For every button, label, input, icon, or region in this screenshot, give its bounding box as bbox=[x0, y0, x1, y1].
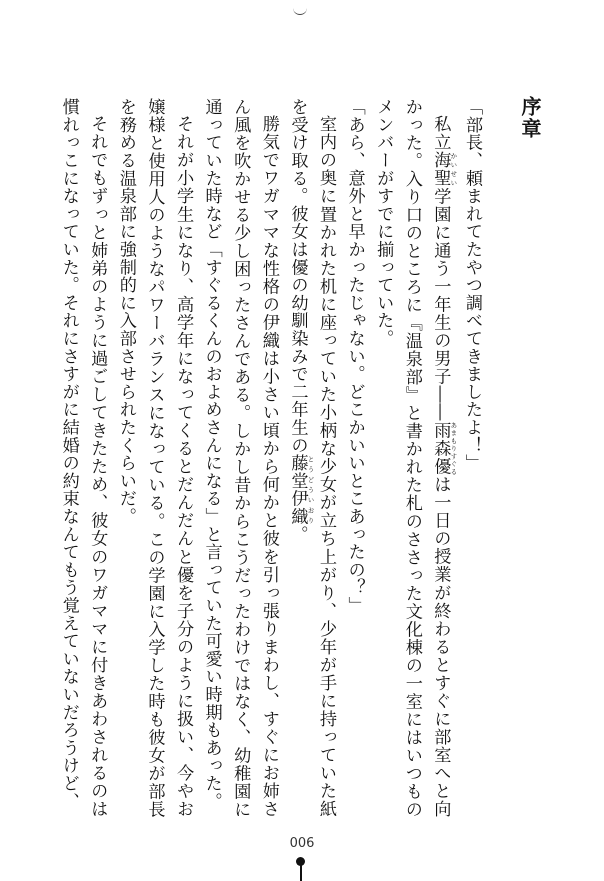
text-run: 。 bbox=[287, 525, 308, 544]
ruby-reading: あまもりすぐる bbox=[449, 421, 458, 476]
paragraph-dialogue-1: 「部長、頼まれてたやつ調べてきましたよ！」 bbox=[462, 98, 482, 472]
text-run: 室内の奥に置かれた机に座っていた小柄な少女が立ち上がり、少年が手に持っていた紙を受け取る。彼女は優の幼馴染みで二年生の bbox=[287, 98, 337, 818]
text-run: 私立 bbox=[430, 115, 451, 152]
paragraph-narration-3: 勝気でワガママな性格の伊織は小さい頃から何かと彼を引っ張りまわし、すぐにお姉さん風を吹かせる少し困ったさんである。しかし昔からこうだったわけではなく、幼稚園に通っていた時など「すぐるくんのおよめさんになる」と言っていた可愛い時期もあった。 bbox=[201, 98, 279, 818]
paragraph-narration-1 bbox=[369, 98, 458, 818]
ruby-base: 雨森優 bbox=[430, 421, 451, 476]
top-margin-mark bbox=[293, 8, 307, 15]
chapter-title: 序章 bbox=[518, 96, 542, 140]
vertical-body-text bbox=[26, 98, 486, 818]
text-run: 学園に通う一年生の男子―― bbox=[430, 187, 451, 422]
paragraph-dialogue-2: 「あら、意外と早かったじゃない。どこかいいとこあったの？」 bbox=[344, 98, 365, 615]
paragraph-narration-5: それでもずっと姉弟のように過ごしてきたため、彼女のワガママに付きあわされるのは慣れっこになっていた。それにさすがに結婚の約束なんてもう覚えていないだろうけど、 bbox=[58, 98, 108, 818]
ruby-reading: とうどういおり bbox=[306, 454, 315, 526]
ruby-amamori-suguru bbox=[430, 421, 458, 476]
folio-line-ornament bbox=[300, 865, 302, 881]
ruby-kaisei bbox=[430, 151, 458, 188]
ruby-base: 海聖 bbox=[430, 151, 451, 188]
page-number: 006 bbox=[289, 836, 315, 851]
paragraph-narration-2 bbox=[283, 98, 340, 818]
ruby-reading: かいせい bbox=[449, 151, 458, 188]
ruby-toudou-iori bbox=[287, 454, 315, 526]
paragraph-narration-4: それが小学生になり、高学年になってくるとだんだんと優を子分のように扱い、今やお嬢様と使用人のようなパワーバランスになっている。この学園に入学した時も彼女が部長を務める温泉部に強制的に入部させられたくらいだ。 bbox=[115, 98, 194, 818]
text-run: は一日の授業が終わるとすぐに部室へと向かった。入り口のところに『温泉部』と書かれた札のささった文化棟の一室にはいつものメンバーがすでに揃っていた。 bbox=[373, 98, 451, 818]
ruby-base: 藤堂伊織 bbox=[287, 454, 308, 526]
